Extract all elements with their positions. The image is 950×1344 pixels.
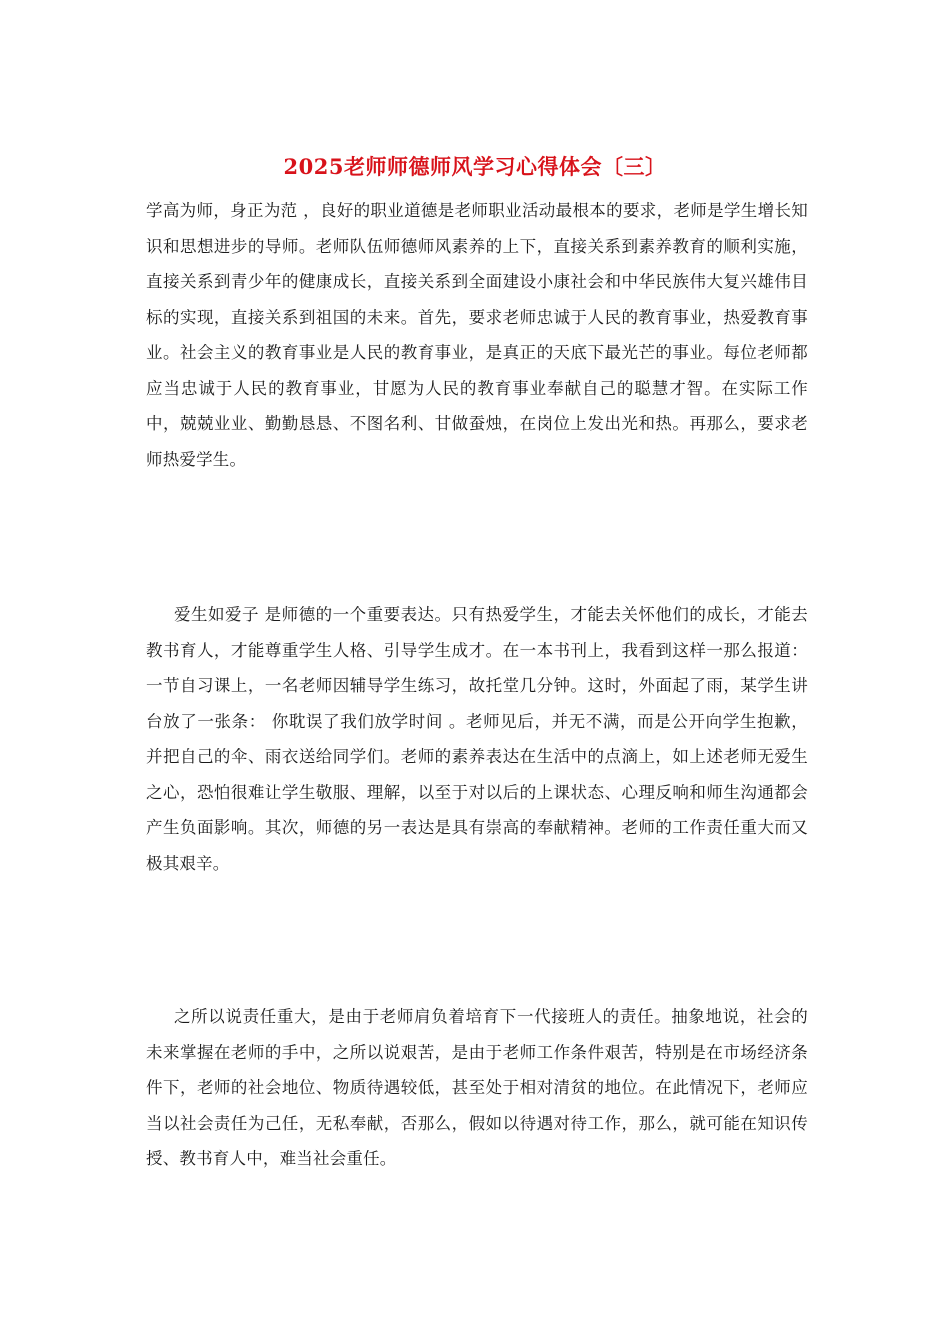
body-paragraph-3: 之所以说责任重大，是由于老师肩负着培育下一代接班人的责任。抽象地说，社会的未来掌握在老师的手中，之所以说艰苦，是由于老师工作条件艰苦，特别是在市场经济条件下，老师的社会地位、物质待遇较低，甚至处于相对清贫的地位。在此情况下，老师应当以社会责任为己任，无私奉献，否那么，假如以待遇对待工作，那么，就可能在知识传授、教书育人中，难当社会重任。 [146,1007,808,1168]
body-paragraph-1: 学高为师，身正为范 ，良好的职业道德是老师职业活动最根本的要求，老师是学生增长知识和思想进步的导师。老师队伍师德师风素养的上下，直接关系到素养教育的顺利实施，直接关系到青少年的健康成长，直接关系到全面建设小康社会和中华民族伟大复兴雄伟目标的实现，直接关系到祖国的未来。首先，要求老师忠诚于人民的教育事业，热爱教育事业。社会主义的教育事业是人民的教育事业，是真正的天底下最光芒的事业。每位老师都应当忠诚于人民的教育事业，甘愿为人民的教育事业奉献自己的聪慧才智。在实际工作中，兢兢业业、勤勤恳恳、不图名利、甘做蚕烛，在岗位上发出光和热。再那么，要求老师热爱学生。 [146,201,808,469]
body-paragraph-2: 爱生如爱子 是师德的一个重要表达。只有热爱学生，才能去关怀他们的成长，才能去教书育人，才能尊重学生人格、引导学生成才。在一本书刊上，我看到这样一那么报道：一节自习课上，一名老师因辅导学生练习，故托堂几分钟。这时，外面起了雨，某学生讲台放了一张条： 你耽误了我们放学时间 。老师见后，并无不满，而是公开向学生抱歉，并把自己的伞、雨衣送给同学们。老师的素养表达在生活中的点滴上，如上述老师无爱生之心，恐怕很难让学生敬服、理解，以至于对以后的上课状态、心理反响和师生沟通都会产生负面影响。其次，师德的另一表达是具有崇高的奉献精神。老师的工作责任重大而又极其艰辛。 [146,605,808,873]
document-title: 2025老师师德师风学习心得体会〔三〕 [283,154,667,179]
